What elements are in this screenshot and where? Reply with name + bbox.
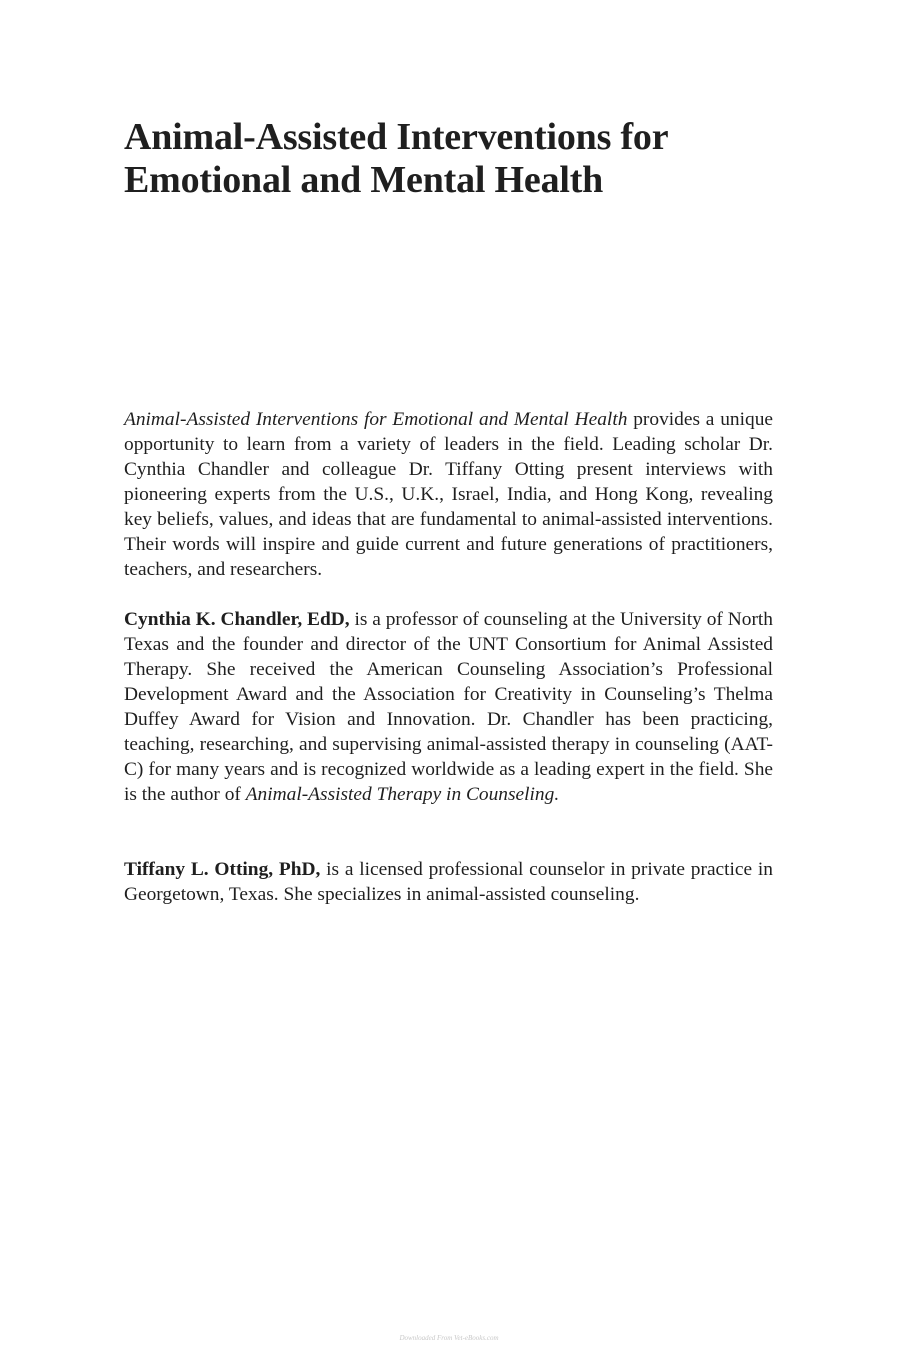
author-book-italic: Animal-Assisted Therapy in Counseling. [245,784,560,805]
page-title-line-2: Emotional and Mental Health [124,159,604,201]
author-bio-chandler [124,607,773,807]
download-watermark: Downloaded From Vet-eBooks.com [399,1334,499,1342]
author-bio-otting-text: is a licensed professional counselor in private practice in Georgetown, Texas. She specializes in animal-assisted counseling. [124,859,774,905]
book-description-paragraph [124,407,773,582]
author-bio-chandler-text: is a professor of counseling at the University of North Texas and the founder and director of the UNT Consortium for Animal Assisted Therapy. She received the American Counseling Association’s Professional Development Award and the Association for Creativity in Counseling’s Thelma Duffey Award for Vision and Innovation. Dr. Chandler has been practicing, teaching, researching, and supervising animal-assisted therapy in counseling (AAT-C) for many years and is recognized worldwide as a leading expert in the field. She is the author of [124,609,773,805]
page-title-line-1: Animal-Assisted Interventions for [124,116,669,158]
author-bio-otting [124,857,773,907]
book-description-text: provides a unique opportunity to learn from a variety of leaders in the field. Leading scholar Dr. Cynthia Chandler and colleague Dr. Tiffany Otting present interviews with pioneering experts from the U.S., U.K., Israel, India, and Hong Kong, revealing key beliefs, values, and ideas that are fundamental to animal-assisted interventions. Their words will inspire and guide current and future generations of practitioners, teachers, and researchers. [124,409,773,580]
page-title [124,116,774,202]
book-title-italic: Animal-Assisted Interventions for Emotional and Mental Health [124,409,628,430]
author-name-otting: Tiffany L. Otting, PhD, [124,859,321,880]
author-name-chandler: Cynthia K. Chandler, EdD, [124,609,350,630]
